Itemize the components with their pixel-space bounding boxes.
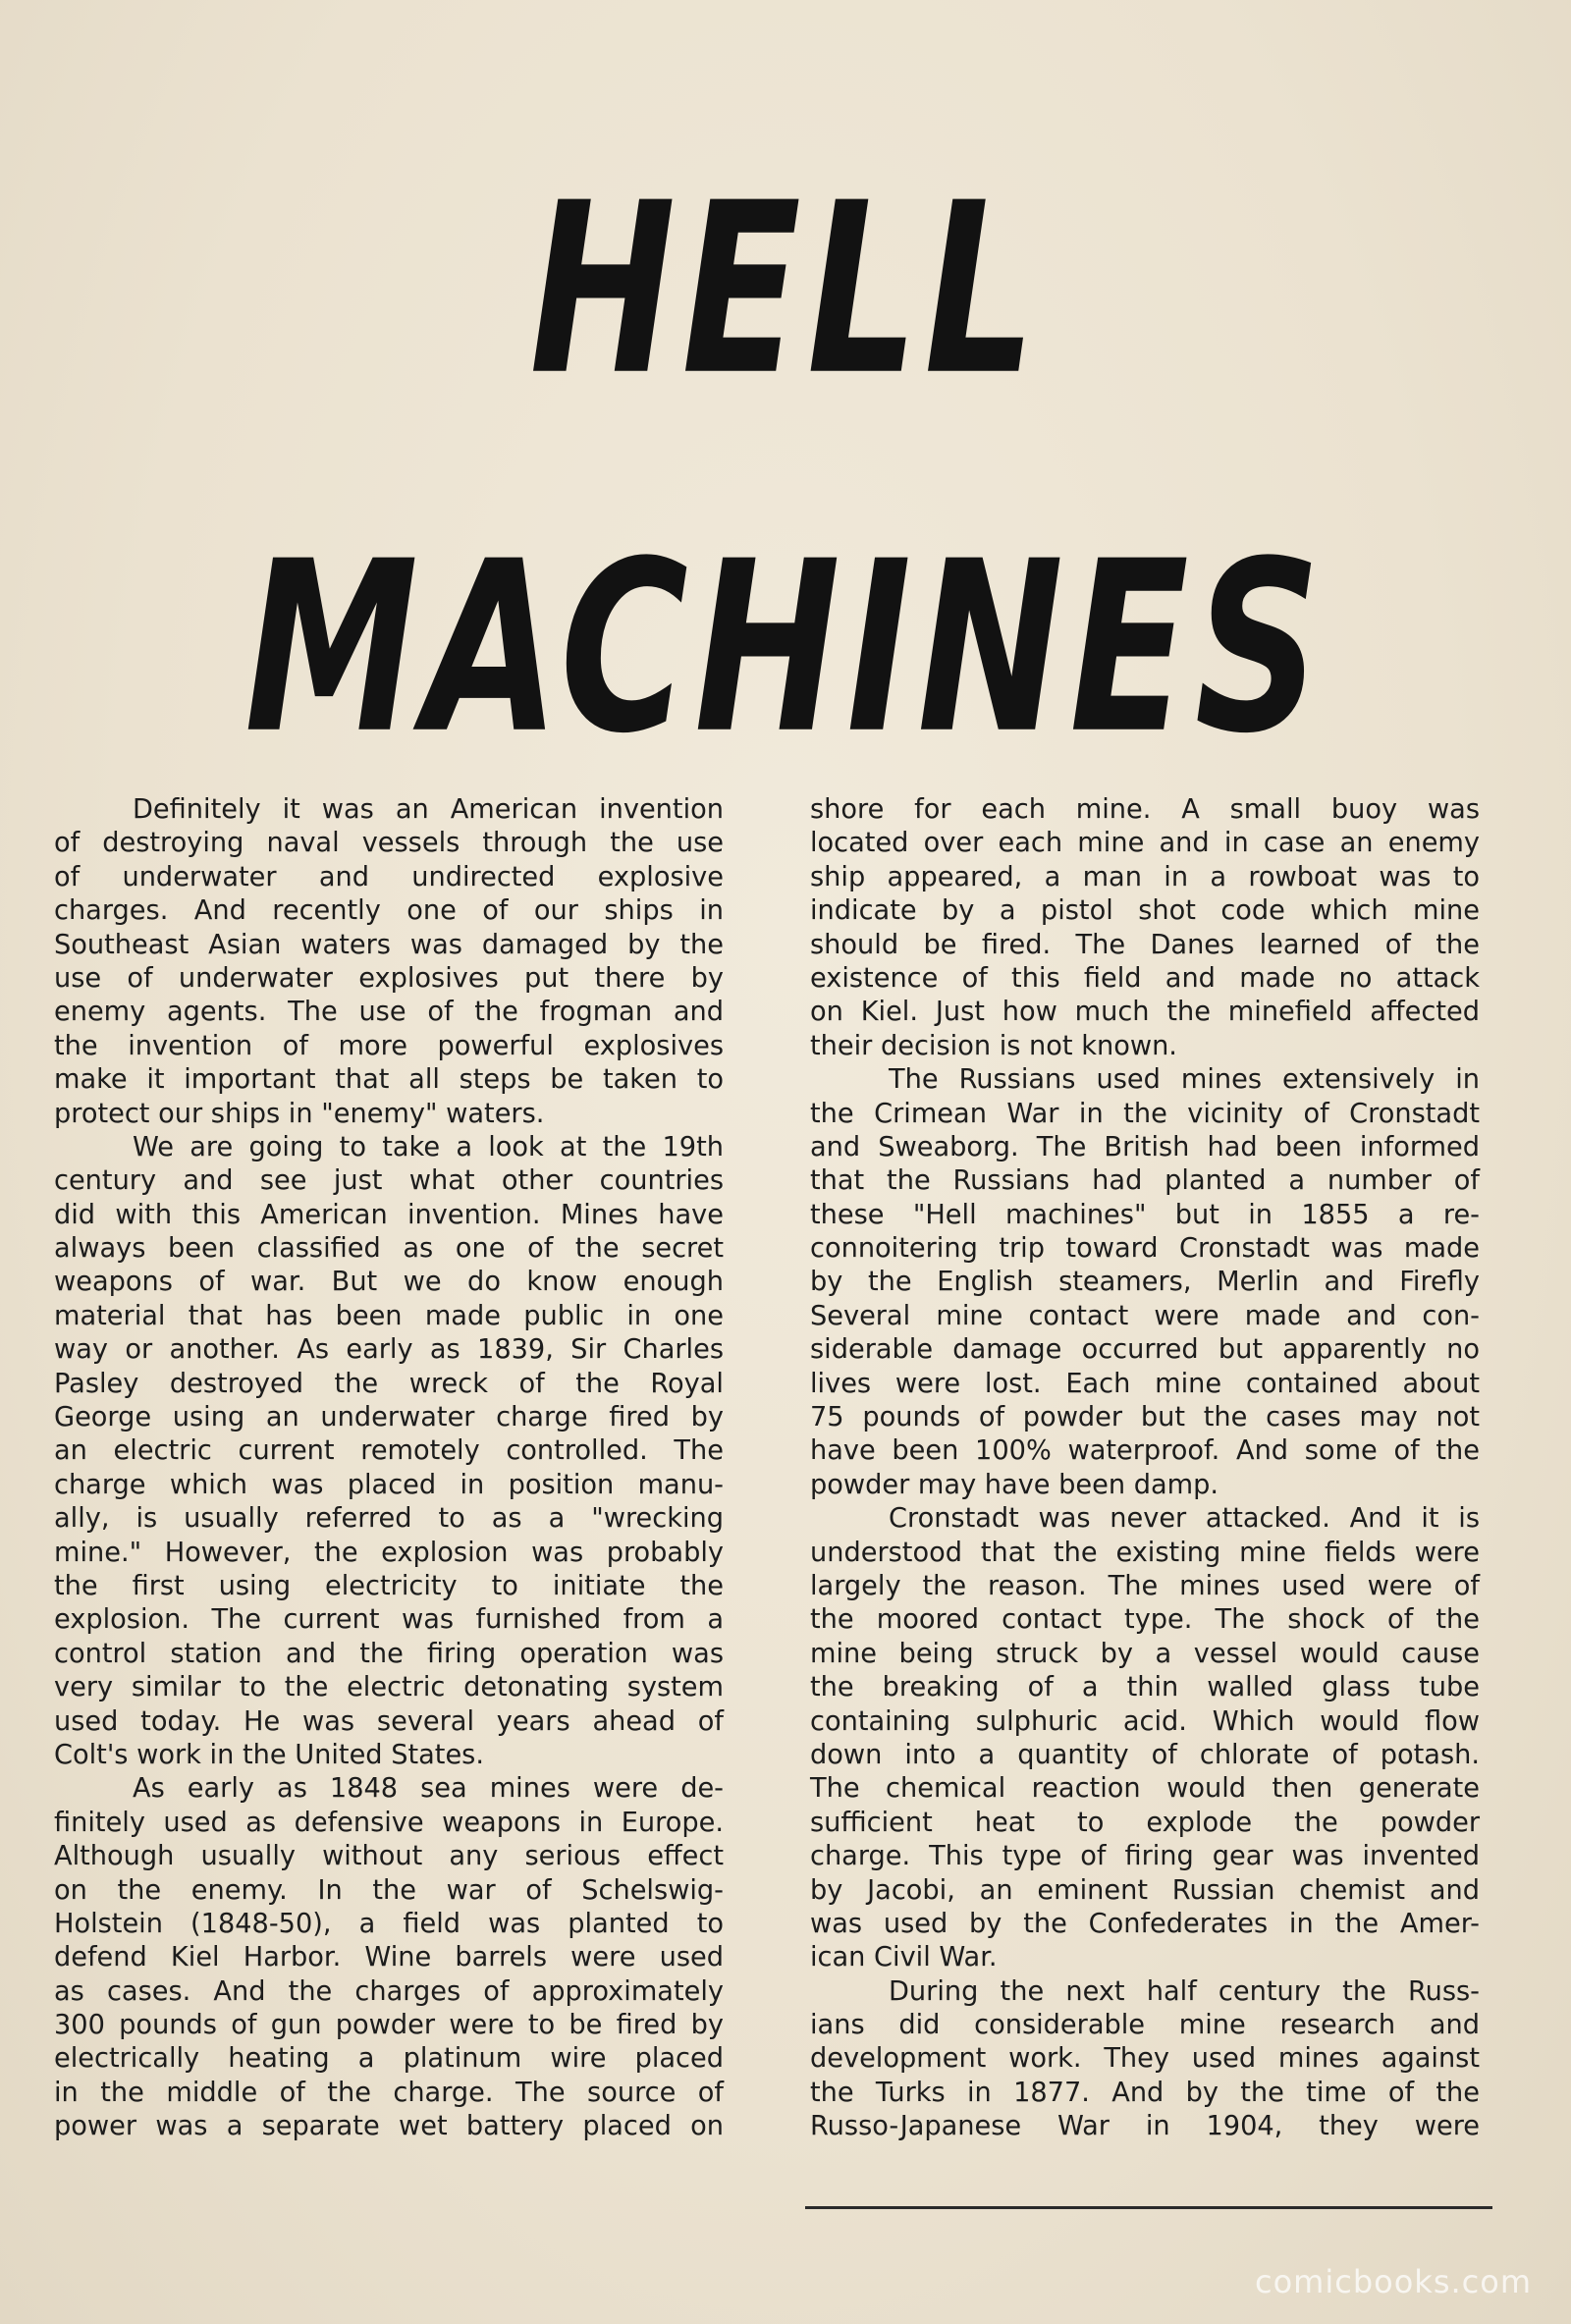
text-line: did with this American invention. Mines have bbox=[54, 1199, 724, 1230]
text-line: have been 100% waterproof. And some of the bbox=[810, 1435, 1480, 1467]
text-line: way or another. As early as 1839, Sir Charles bbox=[54, 1334, 724, 1366]
text-line: the moored contact type. The shock of the bbox=[810, 1604, 1480, 1636]
text-line: Definitely it was an American invention bbox=[133, 794, 724, 825]
text-line: the invention of more powerful explosives bbox=[54, 1030, 724, 1061]
text-line: siderable damage occurred but apparently no bbox=[810, 1334, 1480, 1366]
text-line: Pasley destroyed the wreck of the Royal bbox=[54, 1368, 724, 1399]
text-line: these "Hell machines" but in 1855 a re- bbox=[810, 1199, 1480, 1230]
text-line: ally, is usually referred to as a "wrecking bbox=[54, 1503, 724, 1535]
text-line: connoitering trip toward Cronstadt was made bbox=[810, 1233, 1480, 1265]
text-line: as cases. And the charges of approximately bbox=[54, 1975, 724, 2007]
text-line: enemy agents. The use of the frogman and bbox=[54, 997, 724, 1028]
text-line: an electric current remotely controlled. The bbox=[54, 1435, 724, 1467]
text-line: on the enemy. In the war of Schelswig- bbox=[54, 1874, 724, 1906]
left-column bbox=[54, 793, 724, 2144]
text-line: down into a quantity of chlorate of potash. bbox=[810, 1739, 1480, 1770]
text-line: As early as 1848 sea mines were de- bbox=[133, 1773, 724, 1805]
text-line: control station and the firing operation was bbox=[54, 1638, 724, 1669]
text-line: largely the reason. The mines used were of bbox=[810, 1570, 1480, 1601]
text-line: ican Civil War. bbox=[810, 1942, 998, 1973]
text-line: was used by the Confederates in the Amer- bbox=[810, 1908, 1480, 1939]
text-line: 75 pounds of powder but the cases may not bbox=[810, 1402, 1480, 1433]
text-line: by the English steamers, Merlin and Firefly bbox=[810, 1267, 1480, 1298]
text-line: by Jacobi, an eminent Russian chemist and bbox=[810, 1874, 1480, 1906]
text-line: used today. He was several years ahead of bbox=[54, 1705, 724, 1737]
text-line: on Kiel. Just how much the minefield affected bbox=[810, 997, 1480, 1028]
text-line: use of underwater explosives put there by bbox=[54, 962, 724, 994]
text-line: charges. And recently one of our ships in bbox=[54, 895, 724, 927]
text-line: material that has been made public in one bbox=[54, 1300, 724, 1331]
text-line: explosion. The current was furnished from a bbox=[54, 1604, 724, 1636]
text-line: ians did considerable mine research and bbox=[810, 2010, 1480, 2041]
text-line: containing sulphuric acid. Which would flow bbox=[810, 1705, 1480, 1737]
text-line: understood that the existing mine fields were bbox=[810, 1537, 1480, 1568]
text-line: the Turks in 1877. And by the time of the bbox=[810, 2077, 1480, 2108]
text-line: power was a separate wet battery placed on bbox=[54, 2111, 724, 2142]
text-line: The Russians used mines extensively in bbox=[889, 1064, 1480, 1096]
text-line: We are going to take a look at the 19th bbox=[133, 1131, 724, 1162]
text-line: development work. They used mines against bbox=[810, 2043, 1480, 2075]
text-line: protect our ships in "enemy" waters. bbox=[54, 1098, 545, 1129]
text-line: Southeast Asian waters was damaged by the bbox=[54, 929, 724, 960]
text-line: Colt's work in the United States. bbox=[54, 1739, 484, 1770]
text-line: defend Kiel Harbor. Wine barrels were used bbox=[54, 1942, 724, 1973]
text-line: charge. This type of firing gear was invented bbox=[810, 1841, 1480, 1872]
text-line: weapons of war. But we do know enough bbox=[54, 1267, 724, 1298]
text-line: the first using electricity to initiate the bbox=[54, 1570, 724, 1601]
text-line: sufficient heat to explode the powder bbox=[810, 1807, 1480, 1838]
text-line: the Crimean War in the vicinity of Cronstadt bbox=[810, 1098, 1480, 1129]
text-line: George using an underwater charge fired by bbox=[54, 1402, 724, 1433]
text-line: Russo-Japanese War in 1904, they were bbox=[810, 2111, 1480, 2142]
text-line: Holstein (1848-50), a field was planted to bbox=[54, 1908, 724, 1939]
text-line: indicate by a pistol shot code which mine bbox=[810, 895, 1480, 927]
text-line: Several mine contact were made and con- bbox=[810, 1300, 1480, 1331]
text-line: The chemical reaction would then generate bbox=[810, 1773, 1480, 1805]
bottom-rule bbox=[805, 2206, 1492, 2209]
text-line: During the next half century the Russ- bbox=[889, 1975, 1480, 2007]
watermark: comicbooks.com bbox=[1254, 2263, 1532, 2300]
text-line: century and see just what other countries bbox=[54, 1165, 724, 1197]
text-line: always been classified as one of the secret bbox=[54, 1233, 724, 1265]
text-line: their decision is not known. bbox=[810, 1030, 1177, 1061]
text-line: finitely used as defensive weapons in Europe. bbox=[54, 1807, 724, 1838]
text-line: shore for each mine. A small buoy was bbox=[810, 794, 1480, 825]
text-line: Cronstadt was never attacked. And it is bbox=[889, 1503, 1480, 1535]
text-line: of destroying naval vessels through the use bbox=[54, 828, 724, 859]
text-line: make it important that all steps be taken to bbox=[54, 1064, 724, 1096]
text-line: of underwater and undirected explosive bbox=[54, 861, 724, 892]
text-line: mine being struck by a vessel would cause bbox=[810, 1638, 1480, 1669]
text-line: electrically heating a platinum wire placed bbox=[54, 2043, 724, 2075]
text-line: that the Russians had planted a number of bbox=[810, 1165, 1480, 1197]
text-line: the breaking of a thin walled glass tube bbox=[810, 1672, 1480, 1703]
text-line: mine." However, the explosion was probably bbox=[54, 1537, 724, 1568]
text-line: existence of this field and made no attack bbox=[810, 962, 1480, 994]
text-line: Although usually without any serious effect bbox=[54, 1841, 724, 1872]
text-line: 300 pounds of gun powder were to be fired by bbox=[54, 2010, 724, 2041]
text-line: very similar to the electric detonating system bbox=[54, 1672, 724, 1703]
text-line: powder may have been damp. bbox=[810, 1469, 1219, 1500]
text-line: lives were lost. Each mine contained about bbox=[810, 1368, 1480, 1399]
title-line-2: MACHINES bbox=[244, 511, 1327, 785]
title-line-1: HELL bbox=[529, 152, 1042, 427]
text-line: and Sweaborg. The British had been informed bbox=[810, 1131, 1480, 1162]
text-line: ship appeared, a man in a rowboat was to bbox=[810, 861, 1480, 892]
text-line: in the middle of the charge. The source of bbox=[54, 2077, 724, 2108]
text-line: should be fired. The Danes learned of the bbox=[810, 929, 1480, 960]
right-column bbox=[810, 793, 1480, 2144]
text-line: located over each mine and in case an enemy bbox=[810, 828, 1480, 859]
text-line: charge which was placed in position manu- bbox=[54, 1469, 724, 1500]
